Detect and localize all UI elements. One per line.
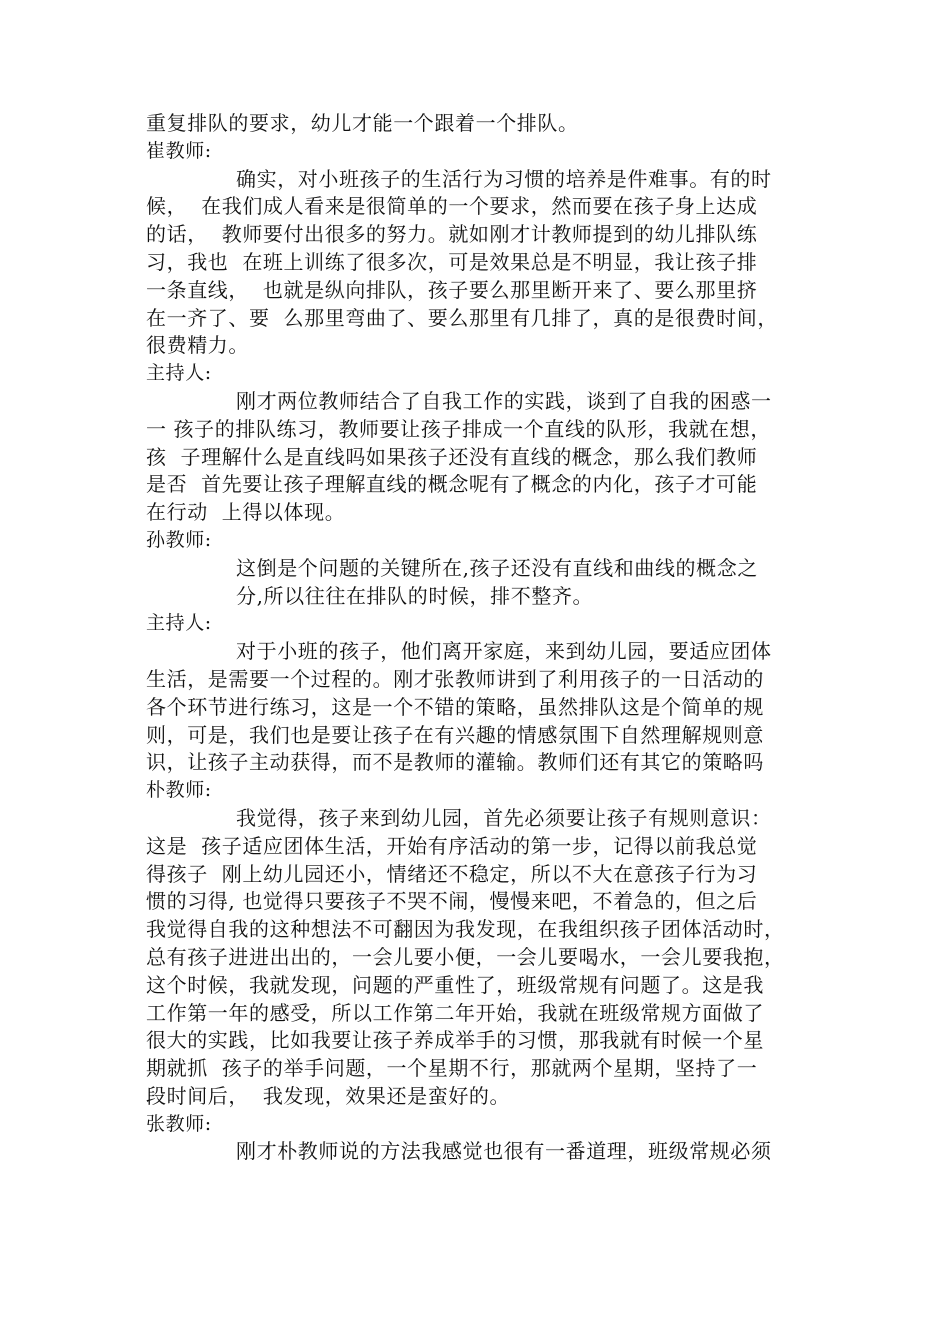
text-line: 很费精力。	[146, 333, 249, 358]
text-line: 期就抓 孩子的举手问题，一个星期不行，那就两个星期，坚持了一	[146, 1056, 758, 1081]
paragraph-first-line: 刚才两位教师结合了自我工作的实践，谈到了自我的困惑一	[236, 388, 772, 413]
text-line: 一条直线， 也就是纵向排队，孩子要么那里断开来了、要么那里挤	[146, 277, 758, 302]
text-line: 候， 在我们成人看来是很简单的一个要求，然而要在孩子身上达成	[146, 194, 758, 219]
paragraph-first-line: 我觉得，孩子来到幼儿园，首先必须要让孩子有规则意识：	[236, 805, 772, 830]
text-line: 我觉得自我的这种想法不可翻因为我发现，在我组织孩子团体活动时，	[146, 917, 785, 942]
text-line: 各个环节进行练习，这是一个不错的策略，虽然排队这是个简单的规	[146, 694, 764, 719]
text-line: 这个时候，我就发现，问题的严重性了，班级常规有问题了。这是我	[146, 972, 764, 997]
text-line: 很大的实践，比如我要让孩子养成举手的习惯，那我就有时候一个星	[146, 1028, 764, 1053]
text-line: 则，可是，我们也是要让孩子在有兴趣的情感氛围下自然理解规则意	[146, 722, 764, 747]
paragraph-continued-line: 分,所以往往在排队的时候，排不整齐。	[236, 583, 594, 608]
speaker-label: 主持人:	[146, 612, 212, 635]
text-line: 在行动 上得以体现。	[146, 500, 346, 525]
text-line: 识，让孩子主动获得，而不是教师的灌输。教师们还有其它的策略吗	[146, 750, 764, 775]
paragraph-first-line: 这倒是个问题的关键所在,孩子还没有直线和曲线的概念之	[236, 555, 758, 580]
text-line: 工作第一年的感受，所以工作第二年开始，我就在班级常规方面做了	[146, 1000, 764, 1025]
text-line: 得孩子 刚上幼儿园还小，情绪还不稳定，所以不大在意孩子行为习	[146, 861, 758, 886]
text-line: 在一齐了、要 么那里弯曲了、要么那里有几排了，真的是很费时间，	[146, 305, 778, 330]
paragraph-first-line: 确实，对小班孩子的生活行为习惯的培养是件难事。有的时	[236, 166, 772, 191]
text-line: 习，我也 在班上训练了很多次，可是效果总是不明显，我让孩子排	[146, 249, 758, 274]
speaker-label: 朴教师:	[146, 779, 212, 802]
text-line: 生活，是需要一个过程的。刚才张教师讲到了利用孩子的一日活动的	[146, 666, 764, 691]
text-line: 的话， 教师要付出很多的努力。就如刚才计教师提到的幼儿排队练	[146, 222, 758, 247]
speaker-label: 孙教师:	[146, 528, 212, 551]
text-line: 重复排队的要求，幼儿才能一个跟着一个排队。	[146, 111, 579, 135]
text-line: 惯的习得, 也觉得只要孩子不哭不闹，慢慢来吧，不着急的，但之后	[146, 889, 758, 914]
text-line: 是否 首先要让孩子理解直线的概念呢有了概念的内化，孩子才可能	[146, 472, 758, 497]
text-line: 总有孩子进进出出的，一会儿要小便，一会儿要喝水，一会儿要我抱，	[146, 944, 785, 969]
speaker-label: 主持人:	[146, 362, 212, 385]
speaker-label: 崔教师:	[146, 139, 212, 162]
paragraph-first-line: 对于小班的孩子，他们离开家庭，来到幼儿园，要适应团体	[236, 639, 772, 664]
text-line: 段时间后， 我发现，效果还是蛮好的。	[146, 1083, 511, 1108]
speaker-label: 张教师:	[146, 1112, 212, 1135]
paragraph-first-line: 刚才朴教师说的方法我感觉也很有一番道理，班级常规必须	[236, 1139, 772, 1164]
document-page	[146, 110, 818, 1166]
text-line: 一 孩子的排队练习，教师要让孩子排成一个直线的队形，我就在想，	[146, 416, 771, 441]
text-line: 孩 子理解什么是直线吗如果孩子还没有直线的概念，那么我们教师	[146, 444, 758, 469]
text-line: 这是 孩子适应团体生活，开始有序活动的第一步，记得以前我总觉	[146, 833, 758, 858]
